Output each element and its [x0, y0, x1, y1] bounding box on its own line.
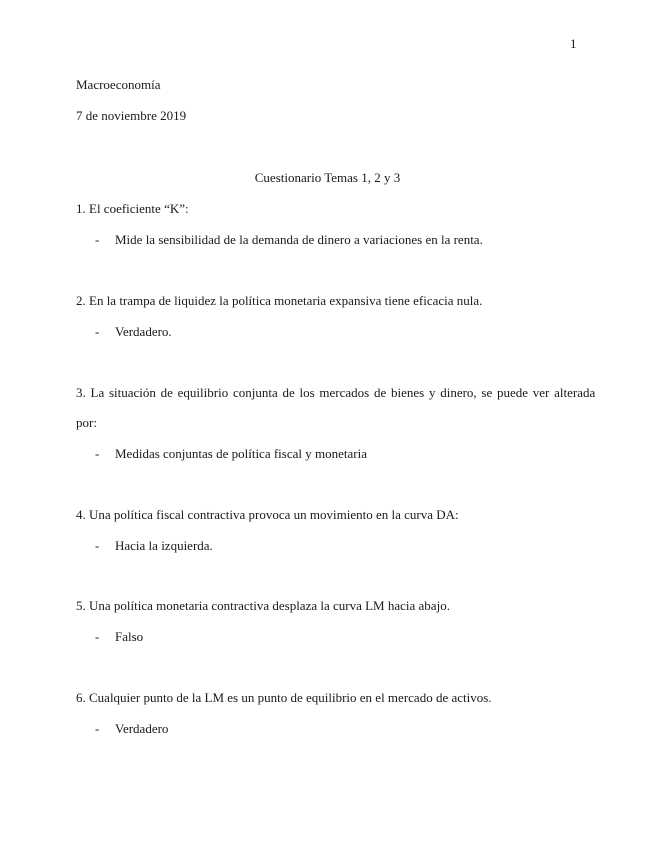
answer-2: Verdadero. — [115, 324, 172, 339]
bullet-dash: - — [95, 232, 100, 247]
bullet-dash: - — [95, 538, 100, 553]
answer-6: Verdadero — [115, 721, 169, 736]
answer-3: Medidas conjuntas de política fiscal y monetaria — [115, 446, 367, 461]
bullet-dash: - — [95, 629, 100, 644]
bullet-dash: - — [95, 324, 100, 339]
question-3-line-1: 3. La situación de equilibrio conjunta de los mercados de bienes y dinero, se puede ver alterada — [76, 385, 596, 400]
answer-4: Hacia la izquierda. — [115, 538, 213, 553]
bullet-dash: - — [95, 721, 100, 736]
subject-line: Macroeconomía — [76, 77, 161, 92]
question-5: 5. Una política monetaria contractiva desplaza la curva LM hacia abajo. — [76, 598, 450, 613]
answer-1: Mide la sensibilidad de la demanda de dinero a variaciones en la renta. — [115, 232, 483, 247]
question-2: 2. En la trampa de liquidez la política monetaria expansiva tiene eficacia nula. — [76, 293, 483, 308]
bullet-dash: - — [95, 446, 100, 461]
question-6: 6. Cualquier punto de la LM es un punto de equilibrio en el mercado de activos. — [76, 690, 492, 705]
answer-5: Falso — [115, 629, 144, 644]
page-number: 1 — [570, 36, 577, 51]
question-1: 1. El coeficiente “K”: — [76, 201, 189, 216]
document-title: Cuestionario Temas 1, 2 y 3 — [254, 170, 401, 185]
question-3-line-2: por: — [76, 415, 97, 430]
question-4: 4. Una política fiscal contractiva provoca un movimiento en la curva DA: — [76, 507, 459, 522]
date-line: 7 de noviembre 2019 — [76, 108, 187, 123]
